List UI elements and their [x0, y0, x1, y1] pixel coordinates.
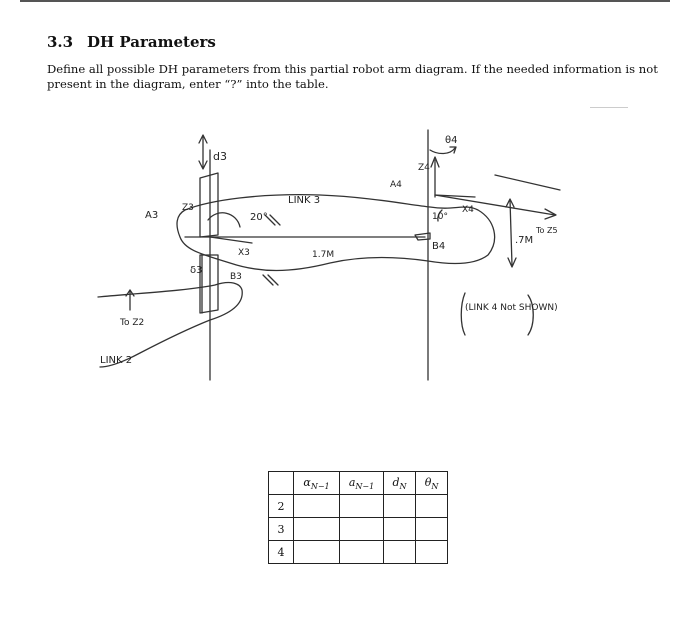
label-link3: LINK 3 — [288, 195, 321, 206]
top-rule — [20, 0, 670, 2]
table-row — [269, 495, 448, 518]
label-x4: X4 — [462, 205, 474, 215]
instructions-paragraph: Define all possible DH parameters from this partial robot arm diagram. If the needed information is not present in the diagram, enter “?” into the table. — [47, 62, 658, 91]
cell-d-input[interactable] — [384, 518, 416, 541]
label-length-1-7: 1.7M — [312, 250, 335, 260]
cell-a-input[interactable] — [340, 541, 384, 564]
cell-a-input[interactable] — [340, 495, 384, 518]
cell-d-input[interactable] — [384, 541, 416, 564]
label-delta3: δ3 — [190, 265, 203, 276]
label-angle-20: 20° — [250, 212, 268, 223]
section-heading — [47, 33, 216, 51]
robot-arm-diagram — [90, 115, 590, 405]
label-z3: Z3 — [182, 203, 194, 213]
label-x3: X3 — [238, 248, 250, 258]
label-z4: Z4 — [418, 163, 430, 173]
cell-theta-input[interactable] — [416, 541, 448, 564]
cell-alpha-input[interactable] — [294, 518, 340, 541]
header-theta: $\theta_N$ — [416, 472, 448, 495]
label-a3: A3 — [145, 210, 159, 221]
row-index: 4 — [269, 541, 294, 564]
label-angle-10: 10° — [432, 212, 448, 222]
label-length-0-7: .7M — [515, 235, 534, 246]
section-title: DH Parameters — [87, 33, 216, 51]
header-alpha: $\alpha_{N-1}$ — [294, 472, 340, 495]
link3-outline — [177, 195, 495, 271]
label-b4: B4 — [432, 241, 446, 252]
label-theta4: θ4 — [445, 135, 458, 146]
cell-alpha-input[interactable] — [294, 495, 340, 518]
header-a: $a_{N-1}$ — [340, 472, 384, 495]
label-link2: LINK 2 — [100, 355, 133, 366]
table-header-row — [269, 472, 448, 495]
label-d3: d3 — [213, 150, 227, 163]
label-b3: B3 — [230, 272, 242, 282]
cell-alpha-input[interactable] — [294, 541, 340, 564]
joint3-prism-bottom — [200, 255, 218, 313]
cell-d-input[interactable] — [384, 495, 416, 518]
label-to-z5: To Z5 — [536, 226, 558, 235]
label-to-z2: To Z2 — [120, 318, 145, 328]
dh-parameter-table — [268, 471, 448, 564]
header-d: $d_N$ — [384, 472, 416, 495]
cell-a-input[interactable] — [340, 518, 384, 541]
header-blank — [269, 472, 294, 495]
cell-theta-input[interactable] — [416, 518, 448, 541]
row-index: 3 — [269, 518, 294, 541]
row-index: 2 — [269, 495, 294, 518]
label-a4: A4 — [390, 180, 402, 190]
section-number: 3.3 — [47, 33, 74, 51]
cell-theta-input[interactable] — [416, 495, 448, 518]
table-row — [269, 518, 448, 541]
label-link4-not-shown: (LINK 4 Not SHOWN) — [465, 303, 558, 313]
divider — [590, 107, 628, 108]
table-row — [269, 541, 448, 564]
